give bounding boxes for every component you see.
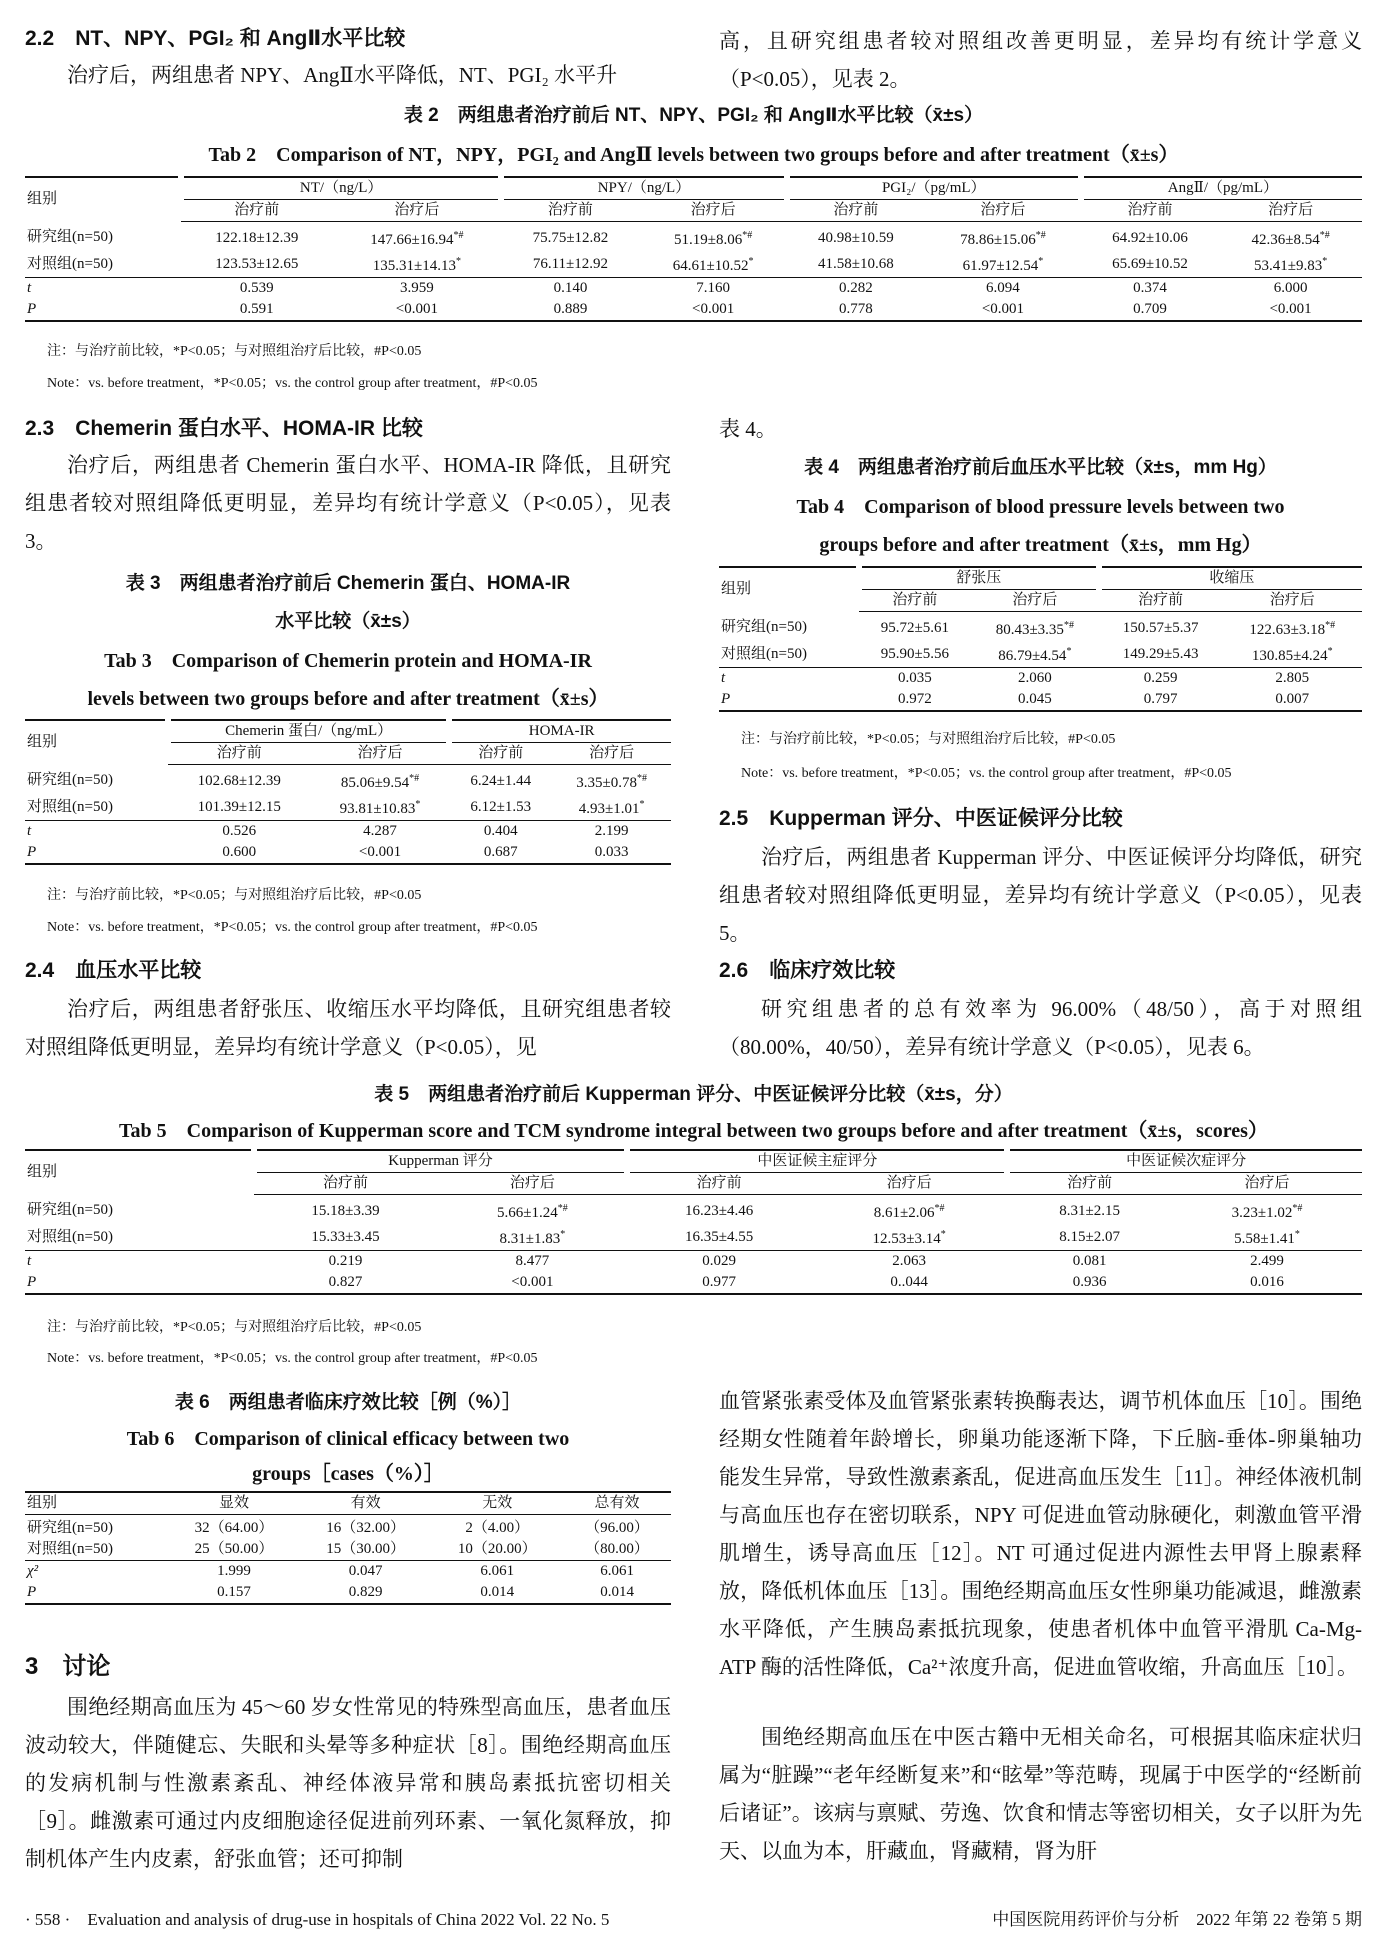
table-cell: 64.61±10.52*	[672, 256, 754, 274]
significance-mark: *	[1066, 646, 1072, 657]
table-cell: 0.829	[348, 1584, 383, 1600]
table-cell: 86.79±4.54*	[998, 646, 1072, 664]
section-2-6-heading: 2.6 临床疗效比较	[719, 959, 896, 982]
row-label: χ²	[25, 1561, 168, 1583]
table-cell: <0.001	[1269, 301, 1312, 317]
table-cell: 16（32.00）	[326, 1520, 405, 1536]
column-group-header: HOMA-IR	[449, 720, 671, 743]
table-cell: 102.68±12.39	[197, 772, 281, 789]
table-cell: 93.81±10.83*	[339, 799, 421, 817]
table-cell: 0.033	[594, 844, 629, 860]
table-cell: 0.014	[480, 1584, 515, 1600]
table-cell: 8.477	[437, 1251, 627, 1273]
table-cell: 101.39±12.15	[197, 798, 281, 815]
table-cell: 0.797	[1143, 691, 1178, 707]
table-cell: 1.999	[168, 1561, 300, 1583]
table-cell: 0.282	[787, 278, 925, 300]
significance-mark: *	[1038, 256, 1044, 267]
row-label: 研究组(n=50)	[27, 1202, 113, 1219]
table-cell: 2.060	[971, 668, 1099, 690]
table-cell: 0.029	[627, 1251, 811, 1273]
table-cell: 0.140	[501, 278, 639, 300]
tab4-title-en-2: groups before and after treatment（x̄±s，mm Hg）	[819, 534, 1262, 556]
table-cell: 0.016	[1250, 1274, 1284, 1290]
table-row	[25, 1195, 1362, 1225]
row-label: 研究组(n=50)	[27, 229, 113, 246]
table-cell: 6.000	[1219, 278, 1362, 300]
column-subheader: 治疗后	[971, 590, 1099, 612]
significance-mark: *	[1294, 1229, 1300, 1240]
section-2-3-heading: 2.3 Chemerin 蛋白水平、HOMA-IR 比较	[25, 417, 423, 440]
significance-mark: *#	[934, 1203, 945, 1214]
table-cell: 40.98±10.59	[818, 229, 894, 246]
tab5-note-en: Note：vs. before treatment，*P<0.05；vs. the control group after treatment，#P<0.05	[47, 1351, 538, 1366]
column-subheader: 治疗前	[859, 590, 971, 612]
table-cell: 150.57±5.37	[1122, 619, 1199, 636]
tab3-title-cn-2: 水平比较（x̄±s）	[275, 611, 421, 632]
table-row	[25, 1582, 671, 1604]
table-cell: 0.007	[1275, 691, 1310, 707]
tab2-title-cn: 表 2 两组患者治疗前后 NT、NPY、PGI₂ 和 AngⅡ水平比较（x̄±s）	[403, 105, 984, 126]
table-row	[25, 1224, 1362, 1251]
column-group-header: Chemerin 蛋白/（ng/mL）	[168, 720, 449, 743]
table-cell: 3.959	[333, 278, 502, 300]
table-header-row	[25, 1150, 1362, 1173]
significance-mark: *	[415, 799, 421, 810]
column-subheader: 治疗后	[1172, 1173, 1362, 1195]
table-subheader-row	[25, 200, 1362, 222]
table-row	[719, 612, 1362, 642]
table-cell: 0.404	[449, 821, 552, 843]
row-label: 对照组(n=50)	[721, 645, 807, 662]
significance-mark: *	[639, 799, 645, 810]
table-cell: 0.889	[553, 301, 588, 317]
column-group-header: Kupperman 评分	[254, 1150, 628, 1173]
table-cell: 8.31±1.83*	[499, 1229, 566, 1247]
section-2-3-para: 治疗后，两组患者 Chemerin 蛋白水平、HOMA-IR 降低，且研究组患者较对照组降低更明显，差异均有统计学意义（P<0.05），见表 3。	[25, 453, 671, 553]
table-cell: 78.86±15.06*#	[960, 230, 1046, 248]
column-header: 无效	[431, 1492, 563, 1515]
table-row	[25, 1251, 1362, 1273]
row-label: P	[27, 301, 37, 317]
row-label: P	[721, 691, 731, 707]
table-cell: 130.85±4.24*	[1251, 646, 1333, 664]
table-cell: 0.778	[839, 301, 873, 317]
table-cell: 0.045	[1017, 691, 1052, 707]
table-cell: 16.35±4.55	[685, 1228, 754, 1245]
table-cell: 76.11±12.92	[532, 255, 609, 272]
table-cell: 0.374	[1081, 278, 1219, 300]
group-header: 组别	[27, 734, 58, 751]
table-cell: 4.93±1.01*	[578, 799, 645, 817]
section-2-2-para-left: 治疗后，两组患者 NPY、AngⅡ水平降低，NT、PGI₂ 水平升	[67, 63, 618, 87]
significance-mark: *#	[409, 773, 420, 784]
table-cell: 0..044	[890, 1274, 928, 1290]
tab5-title-cn: 表 5 两组患者治疗前后 Kupperman 评分、中医证候评分比较（x̄±s，分）	[374, 1084, 1013, 1105]
tab4-title-cn: 表 4 两组患者治疗前后血压水平比较（x̄±s，mm Hg）	[804, 457, 1277, 478]
section-3-heading: 3 讨论	[25, 1653, 111, 1680]
row-label: t	[25, 821, 168, 843]
table-cell: 12.53±3.14*	[872, 1229, 946, 1247]
table-row	[25, 794, 671, 821]
row-label: 研究组(n=50)	[721, 619, 807, 636]
table-header-row	[25, 177, 1362, 200]
table-cell: 135.31±14.13*	[372, 256, 461, 274]
table-cell: 80.43±3.35*#	[995, 620, 1074, 638]
column-group-header: NPY/（ng/L）	[501, 177, 786, 200]
significance-mark: *	[560, 1229, 566, 1240]
significance-mark: *#	[1063, 620, 1074, 631]
table-cell: 15.33±3.45	[311, 1228, 380, 1245]
table-cell: 0.219	[254, 1251, 438, 1273]
row-label: 对照组(n=50)	[27, 798, 113, 815]
footer-left: · 558 · Evaluation and analysis of drug-use in hospitals of China 2022 Vol. 22 No. 5	[25, 1910, 610, 1929]
table-row	[719, 641, 1362, 668]
footer-right: 中国医院用药评价与分析 2022 年第 22 卷第 5 期	[992, 1910, 1362, 1929]
table-cell: 2.063	[811, 1251, 1007, 1273]
column-subheader: 治疗前	[449, 743, 552, 765]
table-cell: 6.094	[925, 278, 1081, 300]
column-subheader: 治疗后	[925, 200, 1081, 222]
table-cell: 2.199	[552, 821, 671, 843]
tab3-title-en-1: Tab 3 Comparison of Chemerin protein and HOMA-IR	[104, 650, 592, 672]
tab3-title-cn-1: 表 3 两组患者治疗前后 Chemerin 蛋白、HOMA-IR	[125, 573, 571, 594]
table-cell: 25（50.00）	[194, 1541, 274, 1557]
significance-mark: *	[455, 256, 461, 267]
table-row	[25, 1539, 671, 1561]
row-label: t	[25, 1251, 254, 1273]
column-group-header: 收缩压	[1099, 567, 1362, 590]
column-subheader: 治疗前	[168, 743, 311, 765]
table-cell: 0.047	[300, 1561, 432, 1583]
table-cell: 8.15±2.07	[1059, 1228, 1120, 1245]
column-subheader: 治疗后	[811, 1173, 1007, 1195]
table-row	[719, 668, 1362, 690]
table-cell: 0.972	[897, 691, 932, 707]
table-cell: 6.24±1.44	[470, 772, 532, 789]
table-cell: 2.805	[1223, 668, 1362, 690]
table-row	[719, 689, 1362, 711]
table-cell: 0.081	[1007, 1251, 1172, 1273]
group-header: 组别	[27, 1164, 58, 1181]
table-6	[25, 1491, 671, 1605]
table-cell: <0.001	[692, 301, 735, 317]
discussion-para-1: 血管紧张素受体及血管紧张素转换酶表达，调节机体血压［10］。围绝经期女性随着年龄增长，卵巢功能逐渐下降，下丘脑-垂体-卵巢轴功能发生异常，导致性激素紊乱，促进高血压发生［11］。神经体液机制与高血压也存在密切联系，NPY 可促进血管动脉硬化，刺激血管平滑肌增生，诱导高血压［12］。NT 可通过促进内源性去甲肾上腺素释放，降低机体血压［13］。围绝经期高血压女性卵巢功能减退，雌激素水平降低，产生胰岛素抵抗现象，使患者机体中血管平滑肌 Ca-Mg-ATP 酶的活性降低，Ca²⁺浓度升高，促进血管收缩，升高血压［10］。	[719, 1389, 1362, 1679]
row-label: 对照组(n=50)	[27, 1228, 113, 1245]
table-cell: （96.00）	[585, 1520, 649, 1536]
tab4-note-cn: 注：与治疗前比较，*P<0.05；与对照组治疗后比较，#P<0.05	[741, 732, 1116, 747]
table-4	[719, 566, 1362, 712]
column-subheader: 治疗后	[333, 200, 502, 222]
tab4-title-en-1: Tab 4 Comparison of blood pressure levels between two	[796, 496, 1285, 518]
row-label: 研究组(n=50)	[27, 1520, 113, 1536]
table-cell: 2（4.00）	[465, 1520, 530, 1536]
table-cell: 8.61±2.06*#	[873, 1203, 945, 1221]
table-row	[25, 278, 1362, 300]
table-cell: 41.58±10.68	[818, 255, 894, 272]
table-cell: 16.23±4.46	[685, 1202, 754, 1219]
column-subheader: 治疗前	[501, 200, 639, 222]
significance-mark: *#	[557, 1203, 568, 1214]
column-subheader: 治疗后	[640, 200, 787, 222]
column-group-header: PGI₂/（pg/mL）	[787, 177, 1081, 200]
column-subheader: 治疗后	[311, 743, 450, 765]
table-cell: （80.00）	[585, 1541, 649, 1557]
column-subheader: 治疗前	[181, 200, 332, 222]
table-cell: 0.687	[483, 844, 518, 860]
table-cell: 0.977	[702, 1274, 737, 1290]
row-label: 研究组(n=50)	[27, 772, 113, 789]
table-cell: 0.014	[600, 1584, 634, 1600]
section-2-5-para: 治疗后，两组患者 Kupperman 评分、中医证候评分均降低，研究组患者较对照组降低更明显，差异均有统计学意义（P<0.05），见表 5。	[719, 845, 1362, 945]
table-cell: 4.287	[311, 821, 450, 843]
table-row	[25, 821, 671, 843]
table-header-row	[719, 567, 1362, 590]
table-cell: 3.23±1.02*#	[1231, 1203, 1303, 1221]
table-cell: 122.18±12.39	[215, 229, 299, 246]
column-subheader: 治疗后	[1219, 200, 1362, 222]
table-row	[25, 251, 1362, 278]
column-subheader: 治疗后	[552, 743, 671, 765]
tab6-title-en-2: groups［cases（%）］	[252, 1463, 444, 1485]
significance-mark: *#	[1035, 230, 1046, 241]
table-cell: 42.36±8.54*#	[1251, 230, 1330, 248]
table-row	[25, 222, 1362, 252]
column-header: 有效	[300, 1492, 432, 1515]
significance-mark: *	[748, 256, 754, 267]
table-row	[25, 765, 671, 795]
group-header: 组别	[27, 191, 58, 208]
table-header-row	[25, 1492, 671, 1515]
table-cell: 0.035	[859, 668, 971, 690]
significance-mark: *#	[742, 230, 753, 241]
significance-mark: *#	[453, 230, 464, 241]
tab6-title-cn: 表 6 两组患者临床疗效比较［例（%）］	[174, 1392, 522, 1413]
table-cell: 65.69±10.52	[1112, 255, 1188, 272]
row-label: 对照组(n=50)	[27, 255, 113, 272]
table-cell: 6.061	[563, 1561, 671, 1583]
table-cell: <0.001	[511, 1274, 554, 1290]
table-cell: 0.539	[181, 278, 332, 300]
table-cell: 0.157	[217, 1584, 251, 1600]
column-subheader: 治疗前	[254, 1173, 438, 1195]
tab3-note-en: Note：vs. before treatment，*P<0.05；vs. the control group after treatment，#P<0.05	[47, 920, 538, 935]
table-cell: 0.936	[1072, 1274, 1107, 1290]
column-subheader: 治疗后	[1223, 590, 1362, 612]
table-cell: 5.66±1.24*#	[496, 1203, 568, 1221]
section-2-5-heading: 2.5 Kupperman 评分、中医证候评分比较	[719, 807, 1123, 830]
section-2-4-heading: 2.4 血压水平比较	[25, 959, 202, 982]
significance-mark: *	[940, 1229, 946, 1240]
table-cell: 95.90±5.56	[880, 645, 949, 662]
table-cell: 122.63±3.18*#	[1249, 620, 1336, 638]
tab6-title-en-1: Tab 6 Comparison of clinical efficacy between two	[126, 1428, 570, 1450]
significance-mark: *#	[1292, 1203, 1303, 1214]
table-cell: <0.001	[981, 301, 1025, 317]
significance-mark: *#	[636, 773, 647, 784]
table-cell: 85.06±9.54*#	[340, 773, 420, 791]
row-label: t	[25, 278, 181, 300]
section-2-4-para: 治疗后，两组患者舒张压、收缩压水平均降低，且研究组患者较对照组降低更明显，差异均有统计学意义（P<0.05），见	[25, 997, 671, 1059]
section-2-2-para-right: 高，且研究组患者较对照组改善更明显，差异均有统计学意义（P<0.05），见表 2。	[719, 29, 1362, 91]
column-group-header: AngⅡ/（pg/mL）	[1081, 177, 1362, 200]
table-cell: 2.499	[1172, 1251, 1362, 1273]
section-3-para: 围绝经期高血压为 45～60 岁女性常见的特殊型高血压，患者血压波动较大，伴随健忘、失眠和头晕等多种症状［8］。围绝经期高血压的发病机制与性激素紊乱、神经体液异常和胰岛素抵抗密切相关［9］。雌激素可通过内皮细胞途径促进前列环素、一氧化氮释放，抑制机体产生内皮素，舒张血管；还可抑制	[25, 1695, 671, 1871]
column-subheader: 治疗前	[1099, 590, 1223, 612]
row-label: P	[27, 844, 37, 860]
tab2-note-en: Note：vs. before treatment，*P<0.05；vs. the control group after treatment，#P<0.05	[47, 376, 538, 391]
table-cell: 149.29±5.43	[1122, 645, 1199, 662]
significance-mark: *	[1322, 256, 1328, 267]
significance-mark: *#	[1325, 620, 1336, 631]
table-cell: 147.66±16.94*#	[370, 230, 464, 248]
table-2	[25, 176, 1362, 322]
table-row	[25, 842, 671, 864]
tab4-note-en: Note：vs. before treatment，*P<0.05；vs. the control group after treatment，#P<0.05	[741, 766, 1232, 781]
table-cell: 0.827	[328, 1274, 363, 1290]
column-group-header: NT/（ng/L）	[181, 177, 501, 200]
section-2-6-para: 研究组患者的总有效率为 96.00%（48/50），高于对照组（80.00%，40/50），差异有统计学意义（P<0.05），见表 6。	[719, 997, 1362, 1059]
column-header: 显效	[168, 1492, 300, 1515]
tab5-title-en: Tab 5 Comparison of Kupperman score and TCM syndrome integral between two groups before and after treatment（x̄±s，scores）	[119, 1120, 1268, 1142]
significance-mark: *	[1327, 646, 1333, 657]
tab2-note-cn: 注：与治疗前比较，*P<0.05；与对照组治疗后比较，#P<0.05	[47, 344, 422, 359]
column-subheader: 治疗前	[1007, 1173, 1172, 1195]
tab3-note-cn: 注：与治疗前比较，*P<0.05；与对照组治疗后比较，#P<0.05	[47, 888, 422, 903]
page-footer	[25, 1905, 1362, 1930]
column-header: 组别	[25, 1492, 168, 1515]
table-cell: <0.001	[395, 301, 438, 317]
column-subheader: 治疗前	[1081, 200, 1219, 222]
table-row	[25, 299, 1362, 321]
table-cell: 0.709	[1133, 301, 1167, 317]
group-header: 组别	[721, 581, 752, 598]
column-group-header: 舒张压	[859, 567, 1099, 590]
table-cell: 10（20.00）	[457, 1541, 537, 1557]
table-row	[25, 1561, 671, 1583]
table-cell: 53.41±9.83*	[1253, 256, 1328, 274]
table-cell: 15.18±3.39	[311, 1202, 380, 1219]
table-header-row	[25, 720, 671, 743]
column-subheader: 治疗前	[787, 200, 925, 222]
table-cell: 51.19±8.06*#	[674, 230, 753, 248]
table-cell: 3.35±0.78*#	[576, 773, 647, 791]
row-label: t	[719, 668, 859, 690]
column-header: 总有效	[563, 1492, 671, 1515]
discussion-para-2: 围绝经期高血压在中医古籍中无相关命名，可根据其临床症状归属为“脏躁”“老年经断复来”和“眩晕”等范畴，现属于中医学的“经断前后诸证”。该病与禀赋、劳逸、饮食和情志等密切相关，女子以肝为先天、以血为本，肝藏血，肾藏精，肾为肝	[719, 1725, 1362, 1863]
table-cell: 95.72±5.61	[880, 619, 949, 636]
table-cell: 0.591	[239, 301, 274, 317]
tab2-title-en: Tab 2 Comparison of NT，NPY，PGI₂ and AngⅡ levels between two groups before and after treatment（x̄±s）	[208, 144, 1179, 166]
section-2-4-continued: 表 4。	[719, 417, 777, 441]
section-2-2-heading: 2.2 NT、NPY、PGI₂ 和 AngⅡ水平比较	[25, 27, 406, 50]
row-label: P	[27, 1274, 37, 1290]
significance-mark: *#	[1319, 230, 1330, 241]
table-cell: 6.061	[431, 1561, 563, 1583]
table-cell: 6.12±1.53	[470, 798, 532, 815]
table-row	[25, 1515, 671, 1540]
table-5	[25, 1149, 1362, 1295]
table-cell: 7.160	[640, 278, 787, 300]
table-cell: <0.001	[358, 844, 402, 860]
table-cell: 0.526	[168, 821, 311, 843]
table-cell: 8.31±2.15	[1059, 1202, 1120, 1219]
table-cell: 75.75±12.82	[532, 229, 609, 246]
table-cell: 15（30.00）	[326, 1541, 405, 1557]
table-cell: 61.97±12.54*	[962, 256, 1044, 274]
tab3-title-en-2: levels between two groups before and after treatment（x̄±s）	[87, 688, 609, 710]
row-label: P	[27, 1584, 37, 1600]
row-label: 对照组(n=50)	[27, 1541, 113, 1557]
column-group-header: 中医证候主症评分	[627, 1150, 1007, 1173]
table-cell: 32（64.00）	[194, 1520, 274, 1536]
column-subheader: 治疗后	[437, 1173, 627, 1195]
tab5-note-cn: 注：与治疗前比较，*P<0.05；与对照组治疗后比较，#P<0.05	[47, 1320, 422, 1335]
table-cell: 5.58±1.41*	[1234, 1229, 1300, 1247]
table-cell: 0.600	[222, 844, 257, 860]
table-cell: 123.53±12.65	[215, 255, 299, 272]
table-cell: 64.92±10.06	[1112, 229, 1188, 246]
table-3	[25, 719, 671, 865]
column-group-header: 中医证候次症评分	[1007, 1150, 1362, 1173]
column-subheader: 治疗前	[627, 1173, 811, 1195]
table-cell: 0.259	[1099, 668, 1223, 690]
table-row	[25, 1272, 1362, 1294]
